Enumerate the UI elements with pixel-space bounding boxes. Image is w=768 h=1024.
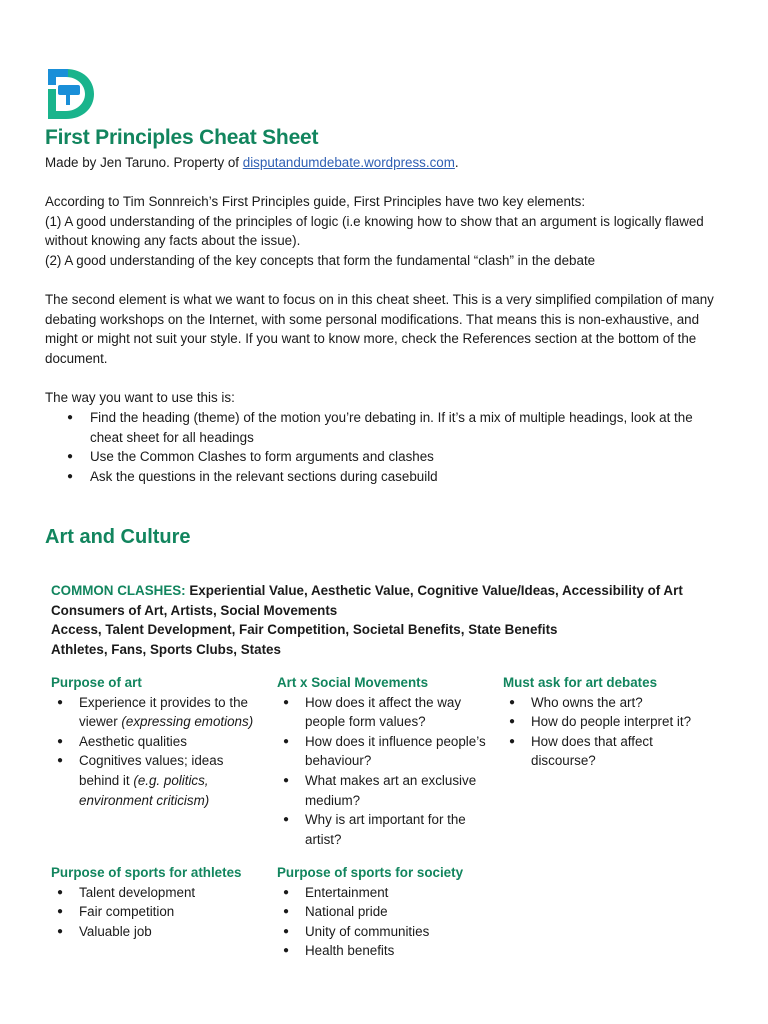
made-by-suffix: . [454,155,459,170]
list-item: ● How do people interpret it? [503,712,718,732]
list-item: ● How does it influence people’s behaviour? [277,732,492,771]
intro-paragraph [45,192,725,270]
list-item: ● Why is art important for the artist? [277,810,492,849]
column-heading: Purpose of sports for athletes [51,865,242,880]
list-item: ● Aesthetic qualities [51,732,266,752]
list-item: ● Find the heading (theme) of the motion you’re debating in. If it’s a mix of multiple headings, look at the cheat sheet for all headings [45,408,705,447]
section-heading: Art and Culture [45,526,191,548]
list-item: ● What makes art an exclusive medium? [277,771,492,810]
list-item: ● Use the Common Clashes to form arguments and clashes [45,447,705,467]
list-item: ● How does it affect the way people form values? [277,693,492,732]
usage-list [45,408,705,486]
purpose-of-art-column [51,673,266,810]
list-item: ● Health benefits [277,941,492,961]
list-item: ● Who owns the art? [503,693,718,713]
clashes-label: COMMON CLASHES: [51,583,186,598]
intro-line-3: (2) A good understanding of the key concepts that form the fundamental “clash” in the debate [45,252,596,268]
art-social-movements-column [277,673,492,849]
clashes-line-4: Athletes, Fans, Sports Clubs, States [51,641,281,657]
column-heading: Must ask for art debates [503,675,658,690]
column-heading: Purpose of sports for society [277,865,464,880]
second-element-paragraph: The second element is what we want to focus on in this cheat sheet. This is a very simplified compilation of many debating workshops on the Internet, with some personal modifications. That means this is non-exhaustive, and might or might not suit your style. If you want to know more, check the References section at the bottom of the document. [45,292,714,366]
common-clashes [51,581,731,659]
must-ask-column [503,673,718,771]
list-item: ● Experience it provides to the viewer (expressing emotions) [51,693,266,732]
column-heading: Purpose of art [51,675,142,690]
list-item: ● Entertainment [277,883,492,903]
intro-line-1: According to Tim Sonnreich’s First Principles guide, First Principles have two key elements: [45,194,586,209]
usage-lead: The way you want to use this is: [45,390,235,405]
disputandum-logo-icon [46,67,94,119]
list-item: ● National pride [277,902,492,922]
list-item: ● Fair competition [51,902,266,922]
list-item: ● How does that affect discourse? [503,732,718,771]
clashes-line-1: Experiential Value, Aesthetic Value, Cognitive Value/Ideas, Accessibility of Art [185,583,683,598]
made-by-prefix: Made by Jen Taruno. Property of [45,155,243,170]
list-item: ● Cognitives values; ideas behind it (e.g. politics, environment criticism) [51,751,266,810]
list-item: ● Valuable job [51,922,266,942]
list-item: ● Unity of communities [277,922,492,942]
clashes-line-2: Consumers of Art, Artists, Social Movements [51,602,338,618]
blog-link[interactable]: disputandumdebate.wordpress.com [242,155,455,170]
intro-line-2: (1) A good understanding of the principles of logic (i.e knowing how to show that an argument is logically flawed without knowing any facts about the issue). [45,213,704,249]
list-item: ● Talent development [51,883,266,903]
sports-athletes-column [51,863,266,941]
sports-society-column [277,863,492,961]
clashes-line-3: Access, Talent Development, Fair Competition, Societal Benefits, State Benefits [51,622,558,638]
made-by-line [45,153,725,173]
list-item: ● Ask the questions in the relevant sections during casebuild [45,467,705,487]
page-title: First Principles Cheat Sheet [45,126,319,149]
column-heading: Art x Social Movements [277,675,429,690]
